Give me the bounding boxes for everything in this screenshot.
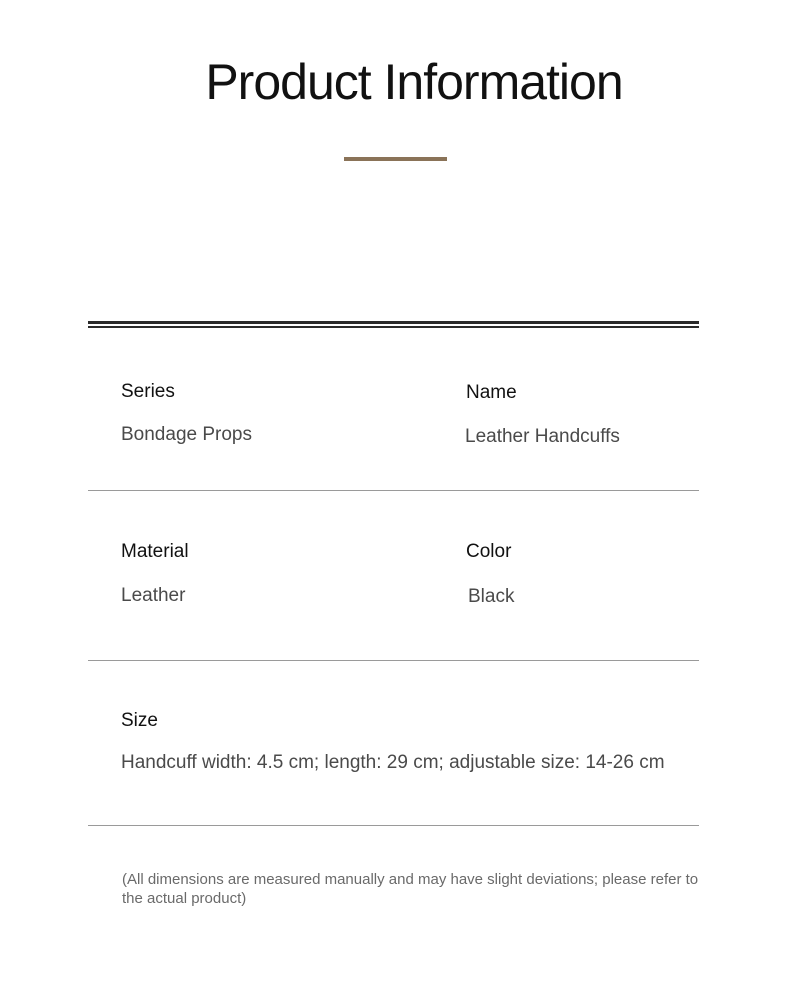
color-value: Black (468, 586, 515, 607)
size-label: Size (121, 710, 158, 731)
title-underline (344, 157, 447, 161)
series-label: Series (121, 381, 175, 402)
page-title: Product Information (205, 54, 623, 110)
name-label: Name (466, 382, 517, 403)
table-top-rule-secondary (88, 326, 699, 328)
name-value: Leather Handcuffs (465, 426, 620, 447)
size-value: Handcuff width: 4.5 cm; length: 29 cm; adjustable size: 14-26 cm (121, 752, 665, 773)
table-top-rule (88, 321, 699, 324)
series-value: Bondage Props (121, 424, 252, 445)
color-label: Color (466, 541, 512, 562)
dimensions-footnote: (All dimensions are measured manually and may have slight deviations; please refer to the actual product) (122, 871, 699, 907)
material-value: Leather (121, 585, 186, 606)
row-divider (88, 825, 699, 826)
row-divider (88, 660, 699, 661)
material-label: Material (121, 541, 189, 562)
row-divider (88, 490, 699, 491)
